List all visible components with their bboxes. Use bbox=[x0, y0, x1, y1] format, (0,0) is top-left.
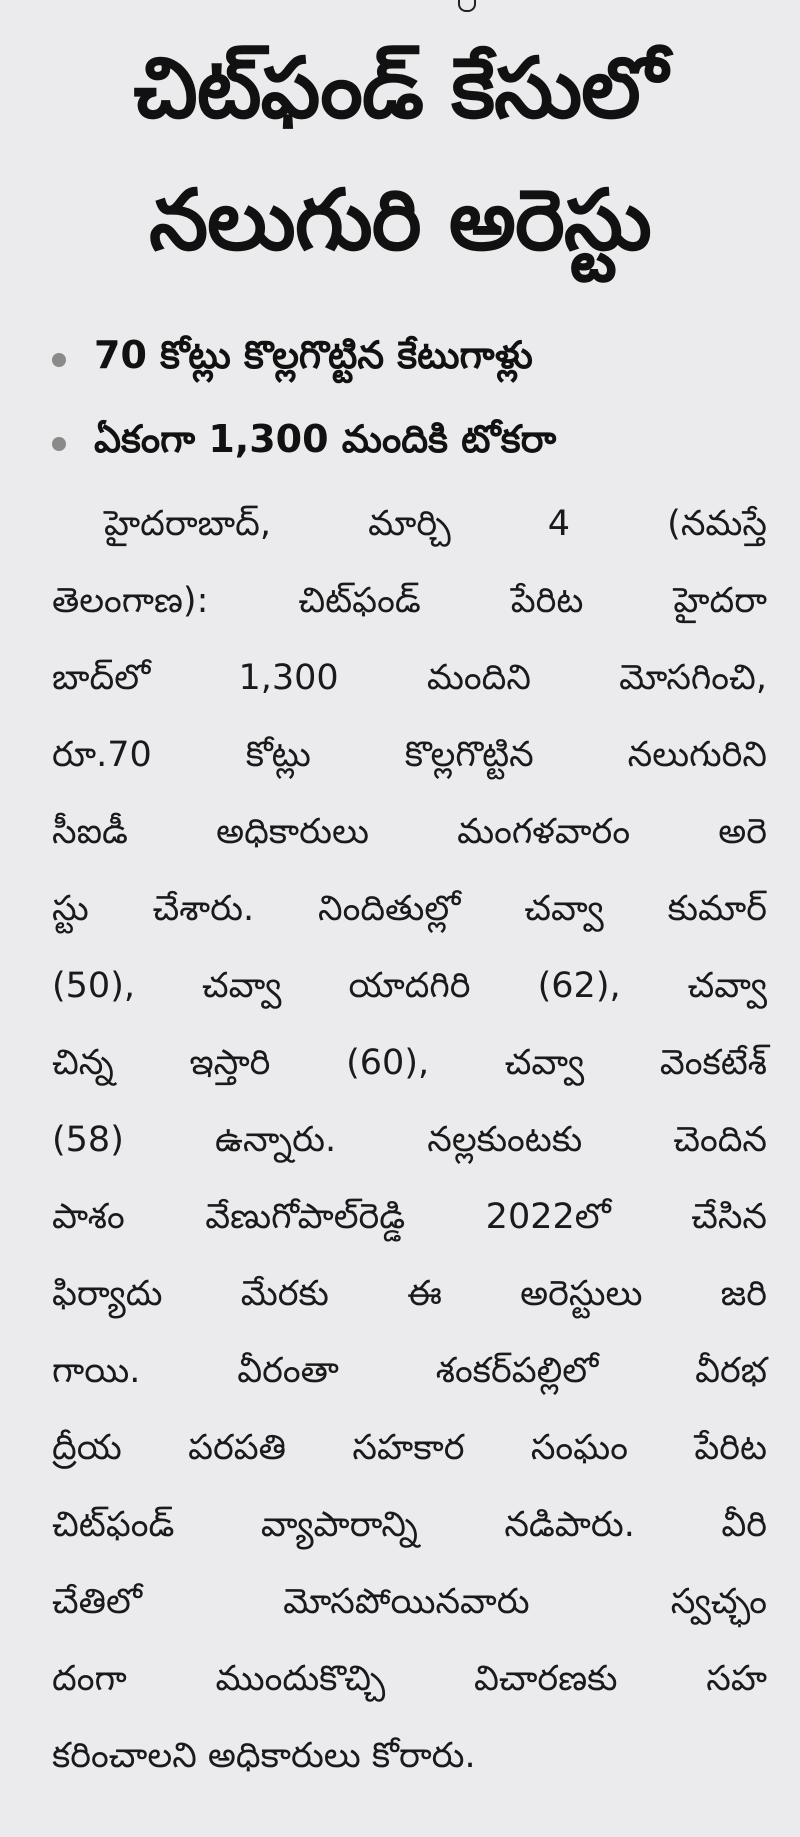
article-line: (50), చవ్వా యాదగిరి (62), చవ్వా bbox=[52, 966, 767, 1006]
article-line: ఫిర్యాదు మేరకు ఈ అరెస్టులు జరి bbox=[52, 1274, 767, 1314]
article-line: స్టు చేశారు. నిందితుల్లో చవ్వా కుమార్ bbox=[52, 889, 767, 929]
bullet-text: ఏకంగా 1,300 మందికి టోకరా bbox=[94, 417, 557, 461]
article-line: దంగా ముందుకొచ్చి విచారణకు సహ bbox=[52, 1659, 767, 1699]
highlight-bullets bbox=[52, 318, 782, 486]
article-line: కరించాలని అధికారులు కోరారు. bbox=[52, 1736, 476, 1776]
article-line: (58) ఉన్నారు. నల్లకుంటకు చెందిన bbox=[52, 1120, 767, 1160]
highlight-bullet bbox=[52, 318, 782, 402]
article-line: రూ.70 కోట్లు కొల్లగొట్టిన నలుగురిని bbox=[52, 735, 767, 775]
headline-line-2: నలుగురి అరెస్టు bbox=[149, 171, 651, 269]
article-line: తెలంగాణ): చిట్‌ఫండ్ పేరిట హైదరా bbox=[52, 581, 767, 621]
bullet-dot-icon bbox=[52, 353, 66, 367]
article-line: చిన్న ఇస్తారి (60), చవ్వా వెంకటేశ్ bbox=[52, 1043, 767, 1083]
article-line: సీఐడీ అధికారులు మంగళవారం అరె bbox=[52, 812, 767, 852]
article-line: పాశం వేణుగోపాల్‌రెడ్డి 2022లో చేసిన bbox=[52, 1197, 767, 1237]
article-line: చేతిలో మోసపోయినవారు స్వచ్ఛం bbox=[52, 1582, 767, 1622]
article-body bbox=[52, 486, 767, 1795]
bullet-text: 70 కోట్లు కొల్లగొట్టిన కేటుగాళ్లు bbox=[94, 333, 533, 377]
article-line: చిట్‌ఫండ్ వ్యాపారాన్ని నడిపారు. వీరి bbox=[52, 1505, 767, 1545]
article-line: గాయి. వీరంతా శంకర్‌పల్లిలో వీరభ bbox=[52, 1351, 767, 1391]
highlight-bullet bbox=[52, 402, 782, 486]
bullet-dot-icon bbox=[52, 437, 66, 451]
article-line: హైదరాబాద్, మార్చి 4 (నమస్తే bbox=[104, 504, 767, 544]
article-line: ద్రీయ పరపతి సహకార సంఘం పేరిట bbox=[52, 1428, 767, 1468]
clipped-character-fragment bbox=[458, 0, 476, 12]
headline-line-1: చిట్‌ఫండ్ కేసులో bbox=[133, 39, 667, 137]
article-line: బాద్‌లో 1,300 మందిని మోసగించి, bbox=[52, 658, 767, 698]
